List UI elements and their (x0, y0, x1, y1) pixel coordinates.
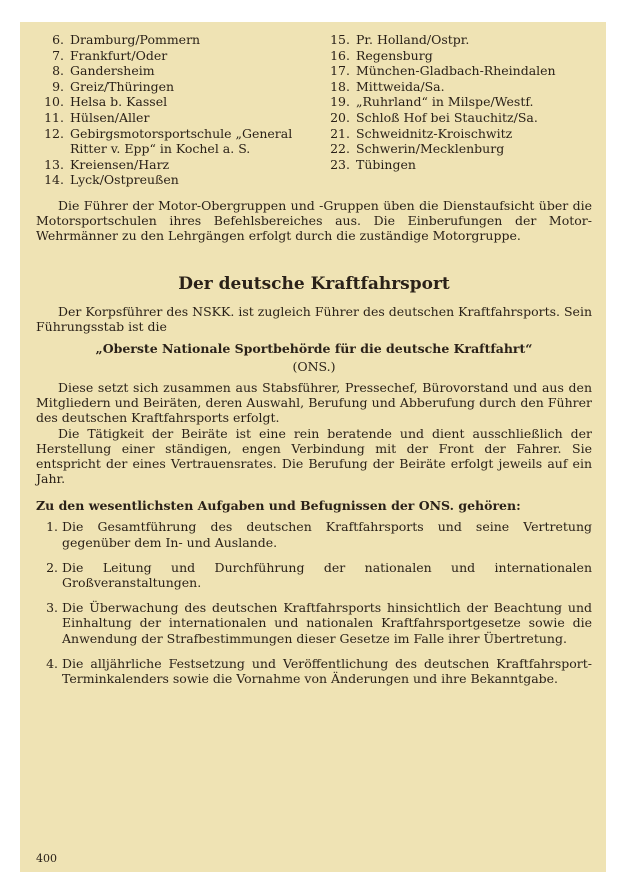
task-item (36, 600, 592, 646)
page-content (36, 32, 592, 696)
tasks-list (36, 519, 592, 686)
list-item (36, 94, 322, 110)
list-item (322, 63, 556, 79)
list-item-number: 20. (330, 109, 350, 125)
paragraph-korpsfuehrer: Der Korpsführer des NSKK. ist zugleich Führer des deutschen Kraftfahrsports. Sein Führungsstab ist die (36, 303, 592, 334)
list-item-number: 22. (330, 141, 350, 157)
tasks-heading: Zu den wesentlichsten Aufgaben und Befugnissen der ONS. gehören: (36, 498, 521, 514)
list-item-number: 8. (52, 63, 64, 79)
list-item-number: 23. (330, 156, 350, 172)
list-item (322, 48, 556, 64)
list-item-number: 17. (330, 63, 350, 79)
ons-abbreviation: (ONS.) (292, 358, 336, 374)
list-item-text: Schwerin/Mecklenburg (356, 141, 505, 157)
list-item-number: 13. (44, 156, 64, 172)
list-item-text: Dramburg/Pommern (70, 32, 201, 47)
task-text: Die Leitung und Durchführung der nationalen und internationalen Großveranstaltungen. (62, 559, 592, 590)
paragraph-zusammensetzung: Diese setzt sich zusammen aus Stabsführer, Pressechef, Bürovorstand und aus den Mitgliedern und Beiräten, deren Auswahl, Berufung und Abberufung durch den Führer des deutschen Kraftfahrsports erfolgt. (36, 379, 592, 426)
task-number: 3. (46, 600, 58, 616)
list-item (36, 157, 322, 173)
list-item-text: Gebirgsmotorsportschule „General Ritter v. Epp“ in Kochel a. S. (70, 125, 293, 157)
list-item-text: Schweidnitz-Kroischwitz (356, 125, 513, 141)
list-item (36, 126, 322, 157)
list-item-text: „Ruhrland“ in Milspe/Westf. (356, 94, 534, 110)
list-item-text: Tübingen (356, 156, 416, 172)
list-item-text: Frankfurt/Oder (70, 47, 168, 63)
list-item-text: Pr. Holland/Ostpr. (356, 32, 470, 47)
list-item (322, 141, 556, 157)
paragraph-taetigkeit: Die Tätigkeit der Beiräte ist eine rein beratende und dient ausschließlich der Herstellung einer ständigen, engen Verbindung mit der Front der Fahrer. Sie entspricht der eines Vertrauensrates. Die Berufung der Beiräte erfolgt jeweils auf ein Jahr. (36, 425, 592, 487)
school-list-right-column (322, 32, 556, 188)
task-item (36, 519, 592, 549)
list-item (322, 110, 556, 126)
list-item-number: 15. (330, 32, 350, 47)
section-heading: Der deutsche Kraftfahrsport (178, 273, 450, 294)
list-item-number: 21. (330, 125, 350, 141)
paragraph-motor-obergruppen: Die Führer der Motor-Obergruppen und -Gruppen üben die Dienstaufsicht über die Motorsportschulen ihres Befehlsbereiches aus. Die Einberufungen der Motor-Wehrmänner zu den Lehrgängen erfolgt durch die zuständige Motorgruppe. (36, 197, 592, 244)
list-item (322, 94, 556, 110)
task-number: 1. (46, 519, 58, 535)
book-page (20, 22, 606, 872)
task-number: 4. (46, 655, 58, 671)
list-item-number: 19. (330, 94, 350, 110)
list-item-text: München-Gladbach-Rheindalen (356, 63, 556, 79)
list-item-number: 10. (44, 94, 64, 110)
task-number: 2. (46, 559, 58, 575)
list-item (36, 79, 322, 95)
task-item (36, 656, 592, 686)
list-item (36, 63, 322, 79)
list-item-number: 18. (330, 78, 350, 94)
list-item-text: Lyck/Ostpreußen (70, 172, 179, 188)
list-item-text: Kreiensen/Harz (70, 156, 170, 172)
school-list-left-column (36, 32, 322, 188)
list-item-text: Mittweida/Sa. (356, 78, 445, 94)
ons-full-name: „Oberste Nationale Sportbehörde für die deutsche Kraftfahrt“ (95, 340, 533, 356)
list-item-number: 12. (44, 125, 64, 141)
list-item-number: 6. (52, 32, 64, 47)
list-item (36, 172, 322, 188)
task-text: Die Überwachung des deutschen Kraftfahrsports hinsichtlich der Beachtung und Einhaltung der internationalen und nationalen Kraftfahrsportgesetze sowie die Anwendung der Strafbestimmungen dieser Gesetze im Falle ihrer Übertretung. (62, 600, 592, 646)
list-item (36, 48, 322, 64)
list-item-text: Regensburg (356, 47, 433, 63)
list-item-text: Helsa b. Kassel (70, 94, 168, 110)
list-item-number: 11. (44, 109, 64, 125)
list-item-number: 7. (52, 47, 64, 63)
list-item-text: Gandersheim (70, 63, 155, 79)
list-item-text: Greiz/Thüringen (70, 78, 175, 94)
list-item (36, 32, 322, 48)
list-item-number: 9. (52, 78, 64, 94)
list-item (322, 32, 556, 48)
list-item-number: 14. (44, 172, 64, 188)
list-item-number: 16. (330, 47, 350, 63)
school-list (36, 32, 592, 188)
page-number: 400 (36, 852, 57, 865)
task-text: Die alljährliche Festsetzung und Veröffentlichung des deutschen Kraftfahrsport-Terminkalenders sowie die Vornahme von Änderungen und ihre Bekanntgabe. (62, 655, 592, 686)
list-item (322, 79, 556, 95)
list-item (322, 126, 556, 142)
list-item-text: Schloß Hof bei Stauchitz/Sa. (356, 109, 538, 125)
list-item (36, 110, 322, 126)
task-item (36, 560, 592, 590)
list-item (322, 157, 556, 173)
task-text: Die Gesamtführung des deutschen Kraftfahrsports und seine Vertretung gegenüber dem In- und Auslande. (62, 519, 592, 550)
list-item-text: Hülsen/Aller (70, 109, 150, 125)
